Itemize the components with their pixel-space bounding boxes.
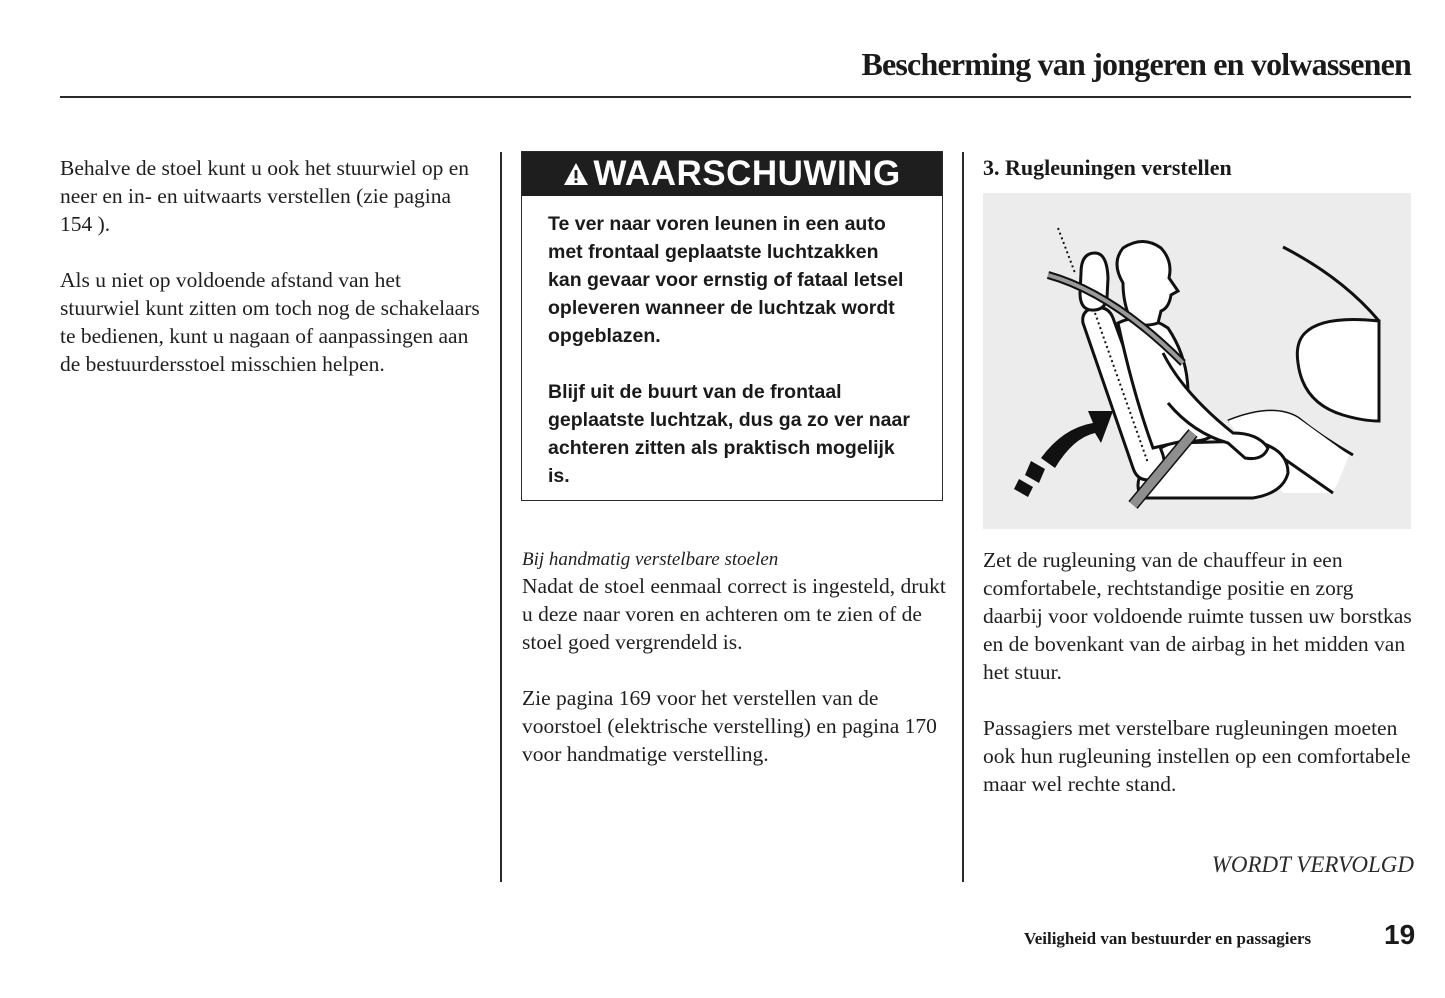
column-3 (983, 546, 1413, 798)
subheading: Bij handmatig verstelbare stoelen (522, 549, 779, 570)
continued-label: WORDT VERVOLGD (1211, 852, 1414, 877)
warning-box (521, 151, 943, 501)
header-divider (60, 96, 1411, 98)
page-number: 19 (1384, 919, 1416, 950)
warning-triangle-icon (563, 162, 589, 186)
illustration-drawing (983, 193, 1411, 529)
column-divider-1 (500, 152, 502, 882)
angle-line-upper (1058, 228, 1075, 273)
seat-backrest-adjustment-illustration (983, 193, 1411, 529)
paragraph: Nadat de stoel eenmaal correct is ingesteld, drukt u deze naar voren en achteren om te zien of de stoel goed vergrendeld is. (522, 574, 946, 654)
warning-paragraph: Te ver naar voren leunen in een auto met frontaal geplaatste luchtzakken kan gevaar voor ernstig of fataal letsel opleveren wanneer de luchtzak wordt opgeblazen. (548, 213, 904, 347)
paragraph: Passagiers met verstelbare rugleuningen moeten ook hun rugleuning instellen op een comfortabele maar wel rechte stand. (983, 716, 1411, 796)
airbag-shape (1297, 320, 1379, 422)
windshield-line (1283, 247, 1379, 321)
section-heading: 3. Rugleuningen verstellen (983, 155, 1232, 180)
page-title: Bescherming van jongeren en volwassenen (861, 46, 1411, 82)
warning-paragraph: Blijf uit de buurt van de frontaal geplaatste luchtzak, dus ga zo ver naar achteren zitten als praktisch mogelijk is. (548, 381, 910, 487)
warning-body (522, 196, 942, 490)
footer-section-label: Veiligheid van bestuurder en passagiers (1024, 929, 1312, 948)
warning-header (522, 152, 942, 196)
adjustment-arrow-icon (1041, 411, 1113, 468)
column-2 (522, 548, 952, 768)
column-1 (60, 154, 485, 378)
paragraph: Behalve de stoel kunt u ook het stuurwiel op en neer en in- en uitwaarts verstellen (zie pagina 154 ). (60, 156, 470, 236)
warning-title: WAARSCHUWING (593, 154, 901, 193)
arrow-dash-1 (1025, 461, 1045, 483)
arrow-dash-2 (1014, 479, 1033, 497)
paragraph: Zet de rugleuning van de chauffeur in een comfortabele, rechtstandige positie en zorg daarbij voor voldoende ruimte tussen uw borstkas en de bovenkant van de airbag in het midden van het stuur. (983, 548, 1412, 684)
paragraph: Als u niet op voldoende afstand van het stuurwiel kunt zitten om toch nog de schakelaars te bedienen, kunt u nagaan of aanpassingen aan de bestuurdersstoel misschien helpen. (60, 268, 480, 376)
column-divider-2 (962, 152, 964, 882)
paragraph: Zie pagina 169 voor het verstellen van de voorstoel (elektrische verstelling) en pagina 170 voor handmatige verstelling. (522, 686, 937, 766)
